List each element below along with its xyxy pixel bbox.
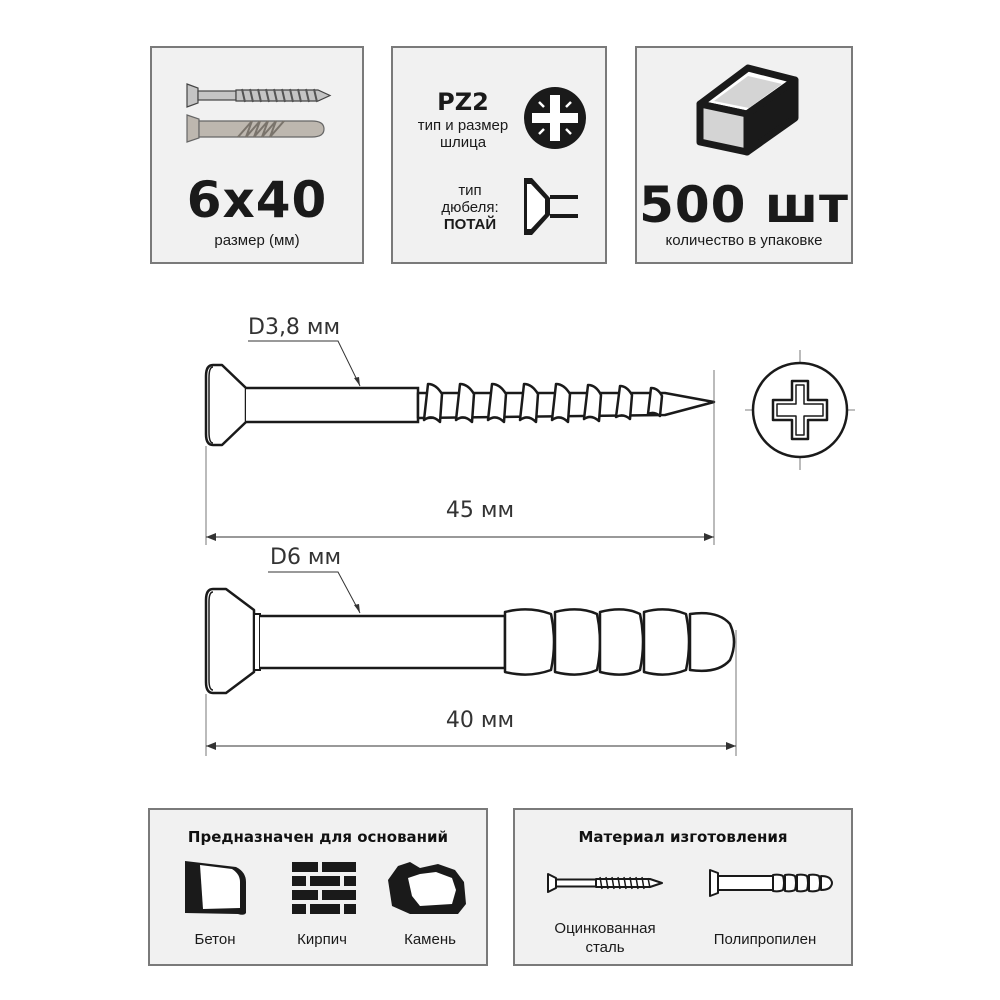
size-caption: размер (мм) (214, 232, 300, 249)
material-label-steel-2: сталь (585, 939, 625, 956)
slot-caption-1: тип и размер (417, 117, 509, 134)
dowel-length-label: 40 мм (445, 708, 515, 733)
base-label-stone: Камень (404, 931, 456, 948)
base-label-concrete: Бетон (194, 931, 236, 948)
dowel-type: ПОТАЙ (443, 216, 497, 233)
pack-value: 500 шт (639, 176, 849, 234)
screw-length-label: 45 мм (445, 498, 515, 523)
screw-diameter-label: D3,8 мм (248, 315, 341, 340)
base-card-title: Предназначен для оснований (187, 828, 449, 846)
dowel-caption-1: тип (458, 182, 482, 199)
material-label-steel-1: Оцинкованная (554, 920, 656, 937)
base-label-brick: Кирпич (297, 931, 347, 948)
slot-caption-2: шлица (439, 134, 487, 151)
material-card-title: Материал изготовления (578, 828, 788, 846)
slot-code: PZ2 (437, 88, 489, 116)
size-value: 6x40 (186, 171, 328, 229)
dowel-diameter-label: D6 мм (270, 545, 342, 570)
pack-caption: количество в упаковке (665, 232, 823, 249)
material-label-polypropylene: Полипропилен (713, 931, 817, 948)
dowel-caption-2: дюбеля: (441, 199, 499, 216)
